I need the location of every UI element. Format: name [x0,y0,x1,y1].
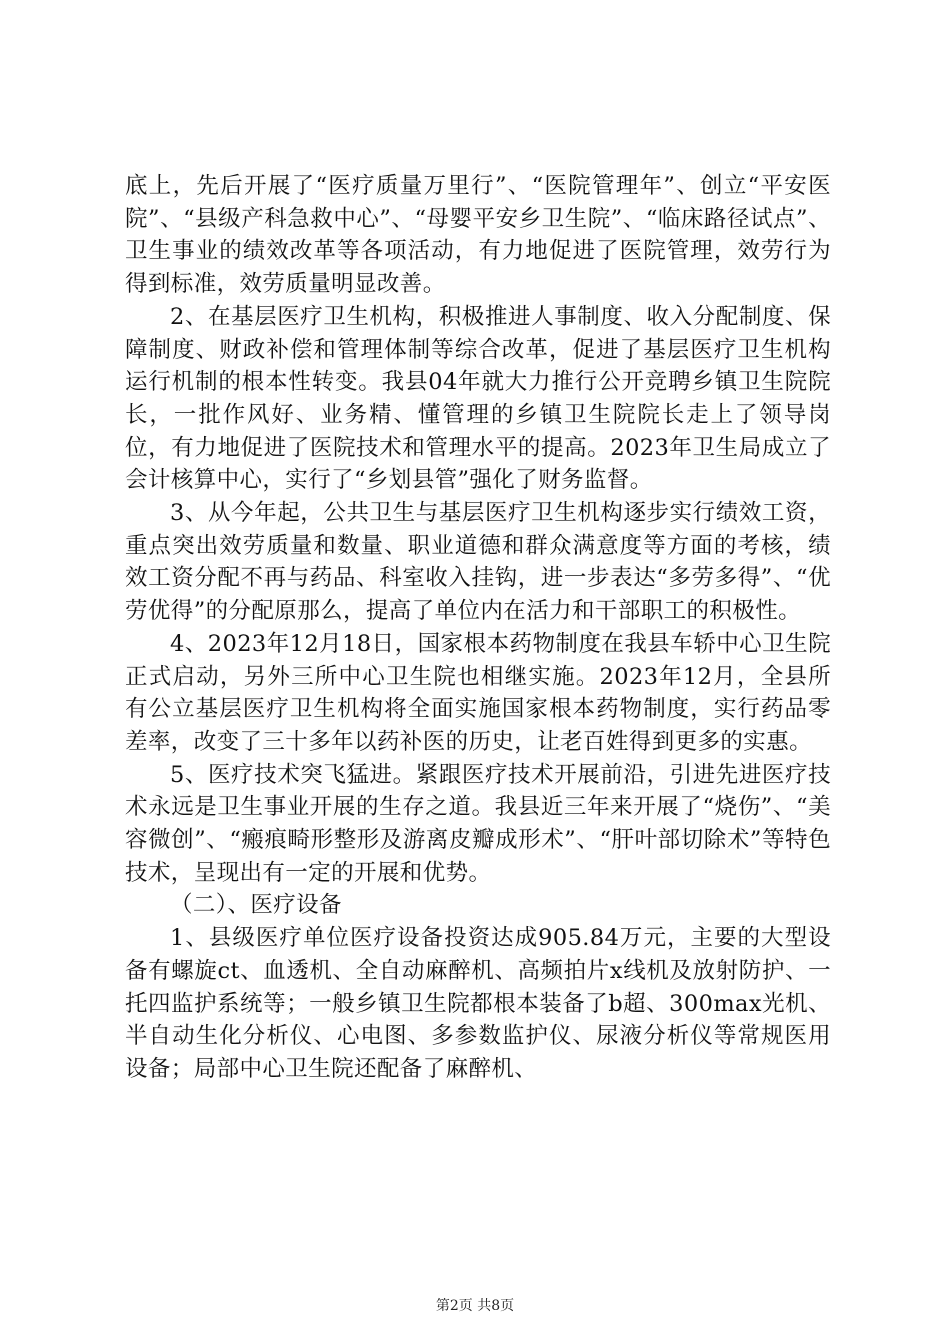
paragraph-item-5: 5、医疗技术突飞猛进。紧跟医疗技术开展前沿，引进先进医疗技术永远是卫生事业开展的生存之道。我县近三年来开展了“烧伤”、“美容微创”、“瘢痕畸形整形及游离皮瓣成形术”、“肝叶部切除术”等特色技术，呈现出有一定的开展和优势。 [125,761,831,886]
section-heading-medical-equipment: （二）、医疗设备 [170,892,342,919]
paragraph-continued: 底上，先后开展了“医疗质量万里行”、“医院管理年”、创立“平安医院”、“县级产科急救中心”、“母婴平安乡卫生院”、“临床路径试点”、卫生事业的绩效改革等各项活动，有力地促进了医院管理，效劳行为得到标准，效劳质量明显改善。 [125,173,831,298]
paragraph-equipment-1: 1、县级医疗单位医疗设备投资达成905.84万元，主要的大型设备有螺旋ct、血透机、全自动麻醉机、高频拍片x线机及放射防护、一托四监护系统等；一般乡镇卫生院都根本装备了b超、300max光机、半自动生化分析仪、心电图、多参数监护仪、尿液分析仪等常规医用设备；局部中心卫生院还配备了麻醉机、 [125,925,831,1082]
page-footer: 第2页 共8页 [435,1298,515,1314]
paragraph-item-2: 2、在基层医疗卫生机构，积极推进人事制度、收入分配制度、保障制度、财政补偿和管理体制等综合改革，促进了基层医疗卫生机构运行机制的根本性转变。我县04年就大力推行公开竞聘乡镇卫生院院长，一批作风好、业务精、懂管理的乡镇卫生院院长走上了领导岗位，有力地促进了医院技术和管理水平的提高。2023年卫生局成立了会计核算中心，实行了“乡划县管”强化了财务监督。 [125,303,831,494]
paragraph-item-3: 3、从今年起，公共卫生与基层医疗卫生机构逐步实行绩效工资，重点突出效劳质量和数量、职业道德和群众满意度等方面的考核，绩效工资分配不再与药品、科室收入挂钩，进一步表达“多劳多得”、“优劳优得”的分配原那么，提高了单位内在活力和干部职工的积极性。 [125,500,831,625]
document-body [125,170,831,1086]
paragraph-item-4: 4、2023年12月18日，国家根本药物制度在我县车轿中心卫生院正式启动，另外三所中心卫生院也相继实施。2023年12月，全县所有公立基层医疗卫生机构将全面实施国家根本药物制度，实行药品零差率，改变了三十多年以药补医的历史，让老百姓得到更多的实惠。 [125,630,831,755]
